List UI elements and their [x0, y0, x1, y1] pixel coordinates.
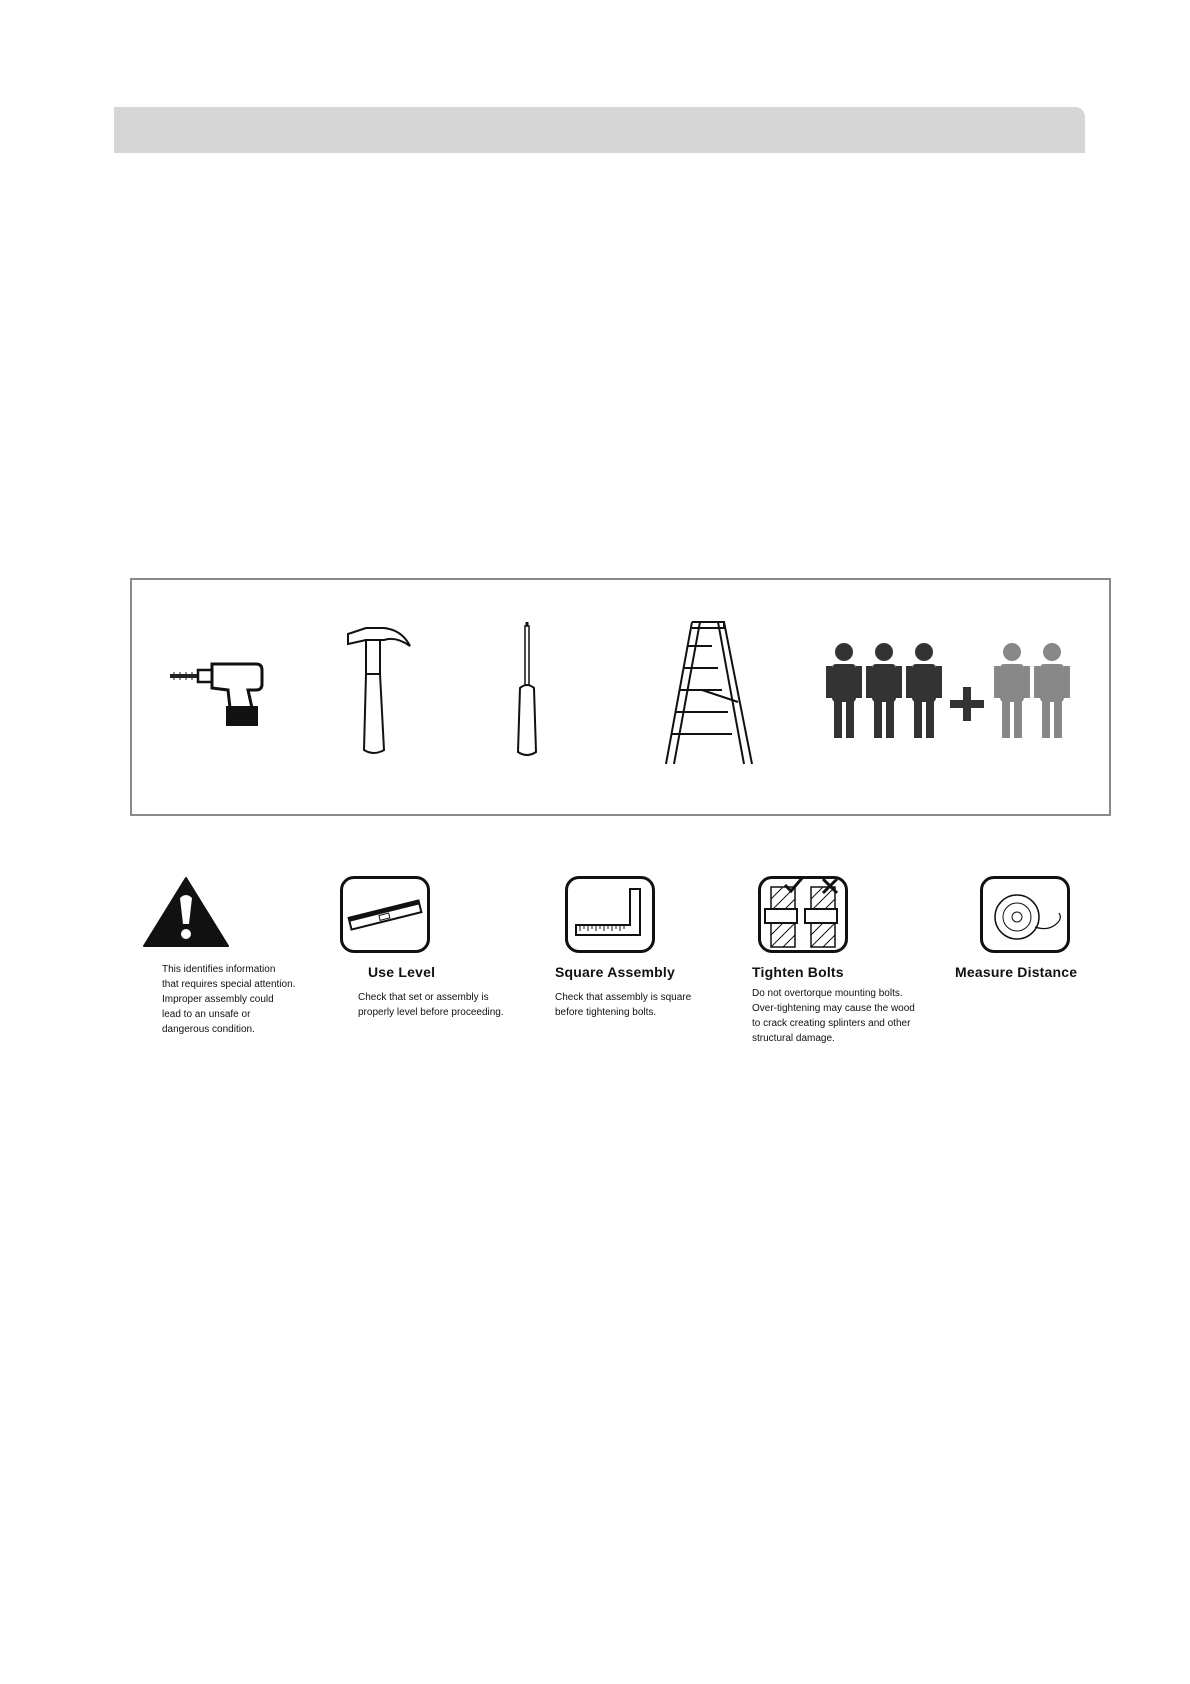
- section-header-bar: [114, 107, 1085, 153]
- level-icon: [340, 876, 430, 953]
- people-icon: [822, 642, 1082, 742]
- guide-measure-distance: [955, 876, 1095, 986]
- use-level-text: Check that set or assembly is properly level before proceeding.: [358, 992, 504, 1018]
- guide-warning: [142, 876, 312, 1046]
- use-level-title: Use Level: [368, 964, 436, 980]
- screwdriver-icon: [512, 620, 542, 760]
- tighten-bolts-title: Tighten Bolts: [752, 964, 844, 980]
- warning-icon: [142, 876, 230, 953]
- guide-use-level: [340, 876, 520, 1036]
- ladder-icon: [662, 618, 762, 768]
- tighten-bolts-text: Do not overtorque mounting bolts. Over-tightening may cause the wood to crack creating splinters and other structural damage.: [752, 988, 915, 1044]
- square-icon: [565, 876, 655, 953]
- measure-distance-title: Measure Distance: [955, 964, 1078, 980]
- tools-required-box: [130, 578, 1111, 816]
- hammer-icon: [344, 620, 414, 760]
- warning-text: This identifies information that requires special attention. Improper assembly could lead to an unsafe or dangerous condition.: [162, 964, 296, 1035]
- bolt-icon: [758, 876, 848, 953]
- tape-measure-icon: [980, 876, 1070, 953]
- square-assembly-title: Square Assembly: [555, 964, 675, 980]
- drill-icon: [168, 658, 268, 728]
- guide-tighten-bolts: [748, 876, 948, 1056]
- guide-square-assembly: [555, 876, 725, 1036]
- square-assembly-text: Check that assembly is square before tightening bolts.: [555, 992, 692, 1018]
